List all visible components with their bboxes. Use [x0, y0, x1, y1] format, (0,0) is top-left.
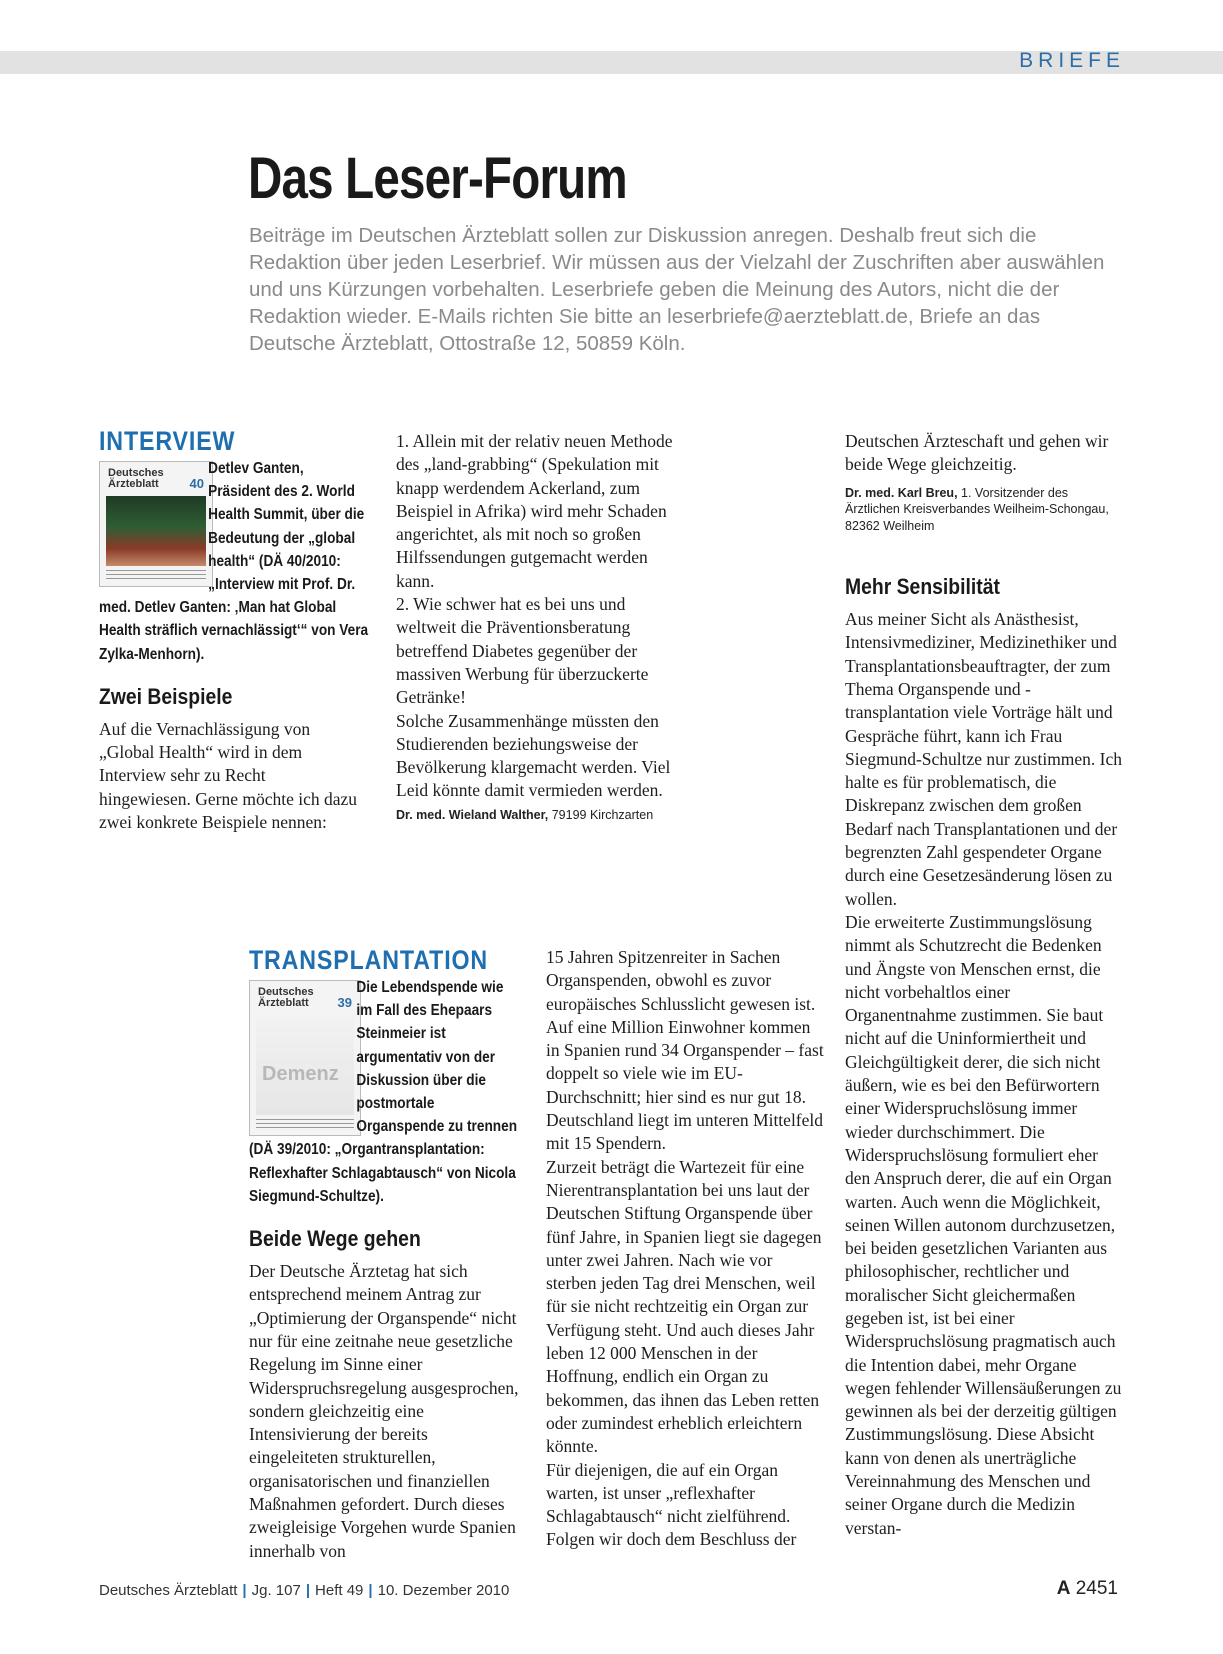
transplant-column-2	[546, 946, 826, 1552]
author-name: Dr. med. Karl Breu,	[845, 485, 958, 500]
page-footer	[99, 1582, 509, 1599]
transplant-signature	[845, 485, 1125, 535]
rubric-transplantation: TRANSPLANTATION	[249, 945, 489, 975]
transplant-body-col1: Der Deutsche Ärztetag hat sich entsprechend meinem Antrag zur „Optimierung der Organspende“ nicht nur für eine zeitnahe neue gesetzliche Regelung im Sinne einer Widerspruchsregelung ausgesprochen, sondern gleichzeitig eine Intensivierung der bereits eingeleiteten strukturellen, organisatorischen und finanziellen Maßnahmen gefordert. Durch dieses zweigleisige Vorgehen wurde Spanien innerhalb von	[249, 1261, 519, 1561]
page-number	[1057, 1578, 1118, 1600]
headline-zwei-beispiele: Zwei Beispiele	[99, 683, 233, 709]
right-column	[845, 430, 1125, 1540]
footer-volume: Jg. 107	[251, 1582, 301, 1599]
transplant-body-col3: Deutschen Ärzteschaft und gehen wir beide Wege gleichzeitig.	[845, 431, 1109, 475]
cover-word: Demenz	[262, 1063, 339, 1085]
author-info: 1. Vorsitzender des Ärztlichen Kreisverbandes Weilheim-Schongau, 82362 Weilheim	[845, 485, 1109, 533]
interview-column-1	[99, 426, 374, 834]
cover-magazine-name: Deutsches Ärzteblatt	[258, 986, 314, 1009]
transplant-lead-text: Die Lebendspende wie im Fall des Ehepaars Steinmeier ist argumentativ von der Diskussion über die postmortale Organspende zu trennen (DÄ 39/2010: „Organtransplantation: Reflexhafter Schlagabtausch“ von Nicola Siegmund-Schultze).	[249, 979, 518, 1205]
page-title: Das Leser-Forum	[248, 146, 627, 211]
footer-date: 10. Dezember 2010	[377, 1582, 510, 1599]
headline-mehr-sensibilitaet: Mehr Sensibilität	[845, 574, 1000, 600]
footer-issue: Heft 49	[315, 1582, 364, 1599]
transplant-body-col2: 15 Jahren Spitzenreiter in Sachen Organspenden, obwohl es zuvor europäisches Schlusslicht gewesen ist. Auf eine Million Einwohner kommen in Spanien rund 34 Organspender – fast doppelt so viele wie im EU-Durchschnitt; hier sind es nur gut 18. Deutschland liegt im unteren Mittelfeld mit 15 Spendern. Zurzeit beträgt die Wartezeit für eine Nierentransplantation bei uns laut der Deutschen Stiftung Organspende über fünf Jahre, in Spanien liegt sie dagegen unter zwei Jahren. Nach wie vor sterben jeden Tag drei Menschen, weil für sie nicht rechtzeitig ein Organ zur Verfügung steht. Und auch dieses Jahr leben 12 000 Menschen in der Hoffnung, endlich ein Organ zu bekommen, das ihnen das Leben retten oder zumindest erheblich erleichtern könnte. Für diejenigen, die auf ein Organ warten, ist unser „reflexhafter Schlagabtausch“ nicht zielführend. Folgen wir doch dem Beschluss der	[546, 947, 824, 1550]
rubric-interview: INTERVIEW	[99, 426, 236, 456]
footer-separator: |	[242, 1582, 247, 1599]
interview-lead	[99, 457, 374, 666]
section-label: BRIEFE	[1019, 49, 1125, 72]
transplant-lead	[249, 976, 524, 1208]
interview-lead-text: Detlev Ganten, Präsident des 2. World Health Summit, über die Bedeutung der „global health“ (DÄ 40/2010: „Interview mit Prof. Dr. med. Detlev Ganten: ‚Man hat Global Health sträflich vernachlässigt‘“ von Vera Zylka-Menhorn).	[99, 460, 369, 663]
interview-body-col1: Auf die Vernachlässigung von „Global Health“ wird in dem Interview sehr zu Recht hingewiesen. Gerne möchte ich dazu zwei konkrete Beispiele nennen:	[99, 718, 358, 833]
author-name: Dr. med. Wieland Walther,	[396, 807, 549, 822]
page-prefix: A	[1056, 1578, 1071, 1599]
cover-issue-number: 39	[337, 995, 352, 1010]
cover-magazine-name: Deutsches Ärzteblatt	[108, 467, 164, 490]
interview-signature	[396, 807, 676, 824]
footer-journal: Deutsches Ärzteblatt	[99, 1582, 238, 1599]
intro-text: Beiträge im Deutschen Ärzteblatt sollen zur Diskussion anregen. Deshalb freut sich die Redaktion über jeden Leserbrief. Wir müssen aus der Vielzahl der Zuschriften aber auswählen und uns Kürzungen vorbehalten. Leserbriefe geben die Meinung des Autors, nicht die der Redaktion wieder. E-Mails richten Sie bitte an leserbriefe@aerzteblatt.de, Briefe an das Deutsche Ärzteblatt, Ottostraße 12, 50859 Köln.	[249, 224, 1105, 355]
author-place: 79199 Kirchzarten	[551, 807, 654, 822]
interview-column-2	[396, 430, 676, 823]
headline-beide-wege-gehen: Beide Wege gehen	[249, 1226, 421, 1252]
footer-separator: |	[368, 1582, 373, 1599]
interview-body-col2: 1. Allein mit der relativ neuen Methode des „land-grabbing“ (Spekulation mit knapp werdendem Ackerland, zum Beispiel in Afrika) wird mehr Schaden angerichtet, als mit noch so großen Hilfssendungen gutgemacht werden kann. 2. Wie schwer hat es bei uns und weltweit die Präventionsberatung betreffend Diabetes gegenüber der massiven Werbung für überzuckerte Getränke! Solche Zusammenhänge müssten den Studierenden beziehungsweise der Bevölkerung klargemacht werden. Viel Leid könnte damit vermieden werden.	[396, 431, 673, 801]
transplant-column-1	[249, 945, 524, 1563]
footer-separator: |	[305, 1582, 311, 1599]
page-number-value: 2451	[1075, 1578, 1118, 1599]
sensibilitaet-body: Aus meiner Sicht als Anästhesist, Intensivmediziner, Medizinethiker und Transplantationsbeauftragter, der zum Thema Organspende und -transplantation viele Vorträge hält und Gespräche führt, kann ich Frau Siegmund-Schultze nur zustimmen. Ich halte es für problematisch, die Diskrepanz zwischen dem großen Bedarf nach Transplantationen und der begrenzten Zahl gespendeter Organe durch eine Gesetzesänderung lösen zu wollen. Die erweiterte Zustimmungslösung nimmt als Schutzrecht die Bedenken und Ängste von Menschen ernst, die nicht vorbehaltlos einer Organentnahme zustimmen. Sie baut nicht auf die Uninformiertheit und Gleichgültigkeit derer, die sich nicht äußern, wie es bei den Befürwortern einer Widerspruchslösung immer wieder durchschimmert. Die Widerspruchslösung formuliert eher den Anspruch derer, die auf ein Organ warten. Auch wenn die Möglichkeit, seinen Willen autonom durchzusetzen, bei beiden gesetzlichen Varianten aus philosophischer, rechtlicher und moralischer Sicht gleichermaßen gegeben ist, ist bei einer Widerspruchslösung pragmatisch auch die Intention dabei, mehr Organe wegen fehlender Willensäußerungen zu gewinnen als bei der derzeitig gültigen Zustimmungslösung. Diese Absicht kann von denen als unerträgliche Vereinnahmung des Menschen und seiner Organe durch die Medizin verstan-	[845, 609, 1123, 1538]
cover-issue-number: 40	[189, 476, 204, 491]
